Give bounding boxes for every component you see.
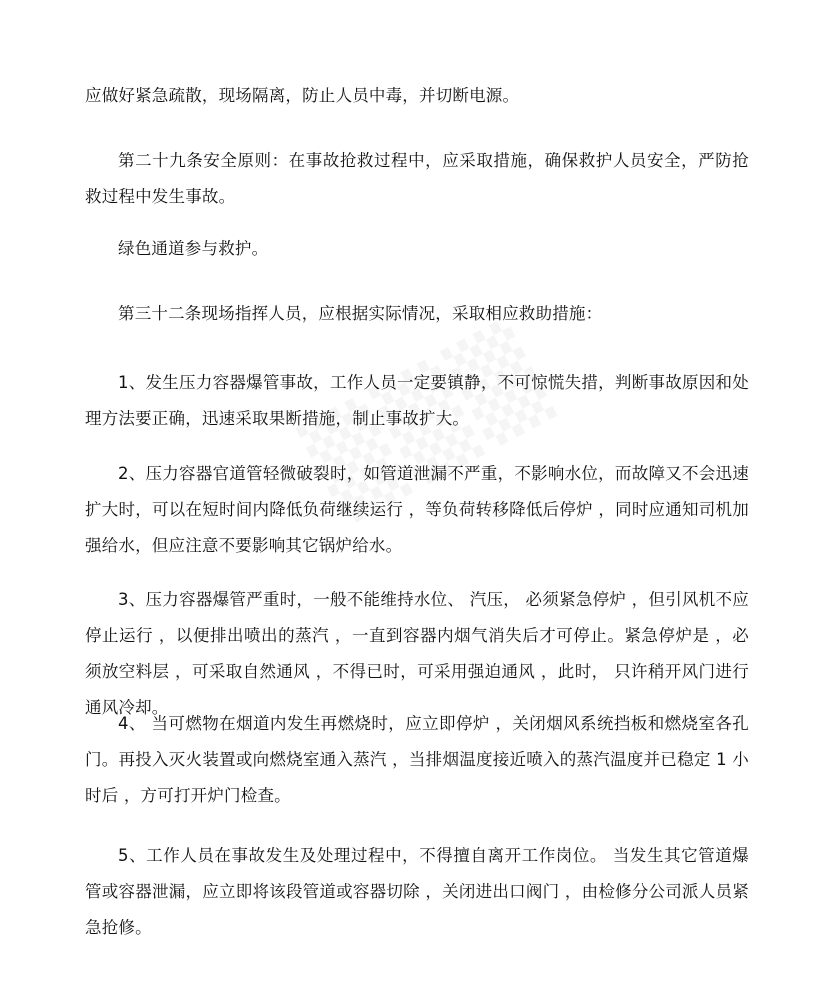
paragraph-6: 2、压力容器官道管轻微破裂时，如管道泄漏不严重，不影响水位，而故障又不会迅速扩大时，可以在短时间内降低负荷继续运行 ，等负荷转移降低后停炉 ，同时应通知司机加强给水，但应注意不要影响其它锅炉给水。 (85, 464, 749, 555)
paragraph-5: 1、发生压力容器爆管事故，工作人员一定要镇静，不可惊慌失措，判断事故原因和处理方法要正确，迅速采取果断措施，制止事故扩大。 (85, 373, 749, 428)
paragraph-4: 第三十二条现场指挥人员，应根据实际情况，采取相应救助措施： (118, 304, 603, 323)
paragraph-1: 应做好紧急疏散，现场隔离，防止人员中毒，并切断电源。 (85, 86, 520, 105)
paragraph-7: 3、压力容器爆管严重时，一般不能维持水位、 汽压， 必须紧急停炉 ，但引风机不应停止运行 ，以便排出喷出的蒸汽 ，一直到容器内烟气消失后才可停止。紧急停炉是 ，必须放空料层 ，可采取自然通风 ，不得已时，可采用强迫通风 ，此时， 只许稍开风门进行通风冷却。 (85, 590, 749, 717)
paragraph-9: 5、工作人员在事故发生及处理过程中，不得擅自离开工作岗位。 当发生其它管道爆管或容器泄漏，应立即将该段管道或容器切除 ，关闭进出口阀门 ，由检修分公司派人员紧急抢修。 (85, 846, 749, 937)
paragraph-3: 绿色通道参与救护。 (118, 239, 269, 258)
paragraph-8: 4、 当可燃物在烟道内发生再燃烧时，应立即停炉 ，关闭烟风系统挡板和燃烧室各孔门。再投入灭火装置或向燃烧室通入蒸汽 ，当排烟温度接近喷入的蒸汽温度并已稳定 1 小时后 ，方可打开炉门检查。 (85, 714, 749, 805)
paragraph-2: 第二十九条安全原则：在事故抢救过程中，应采取措施，确保救护人员安全，严防抢救过程中发生事故。 (85, 151, 749, 206)
